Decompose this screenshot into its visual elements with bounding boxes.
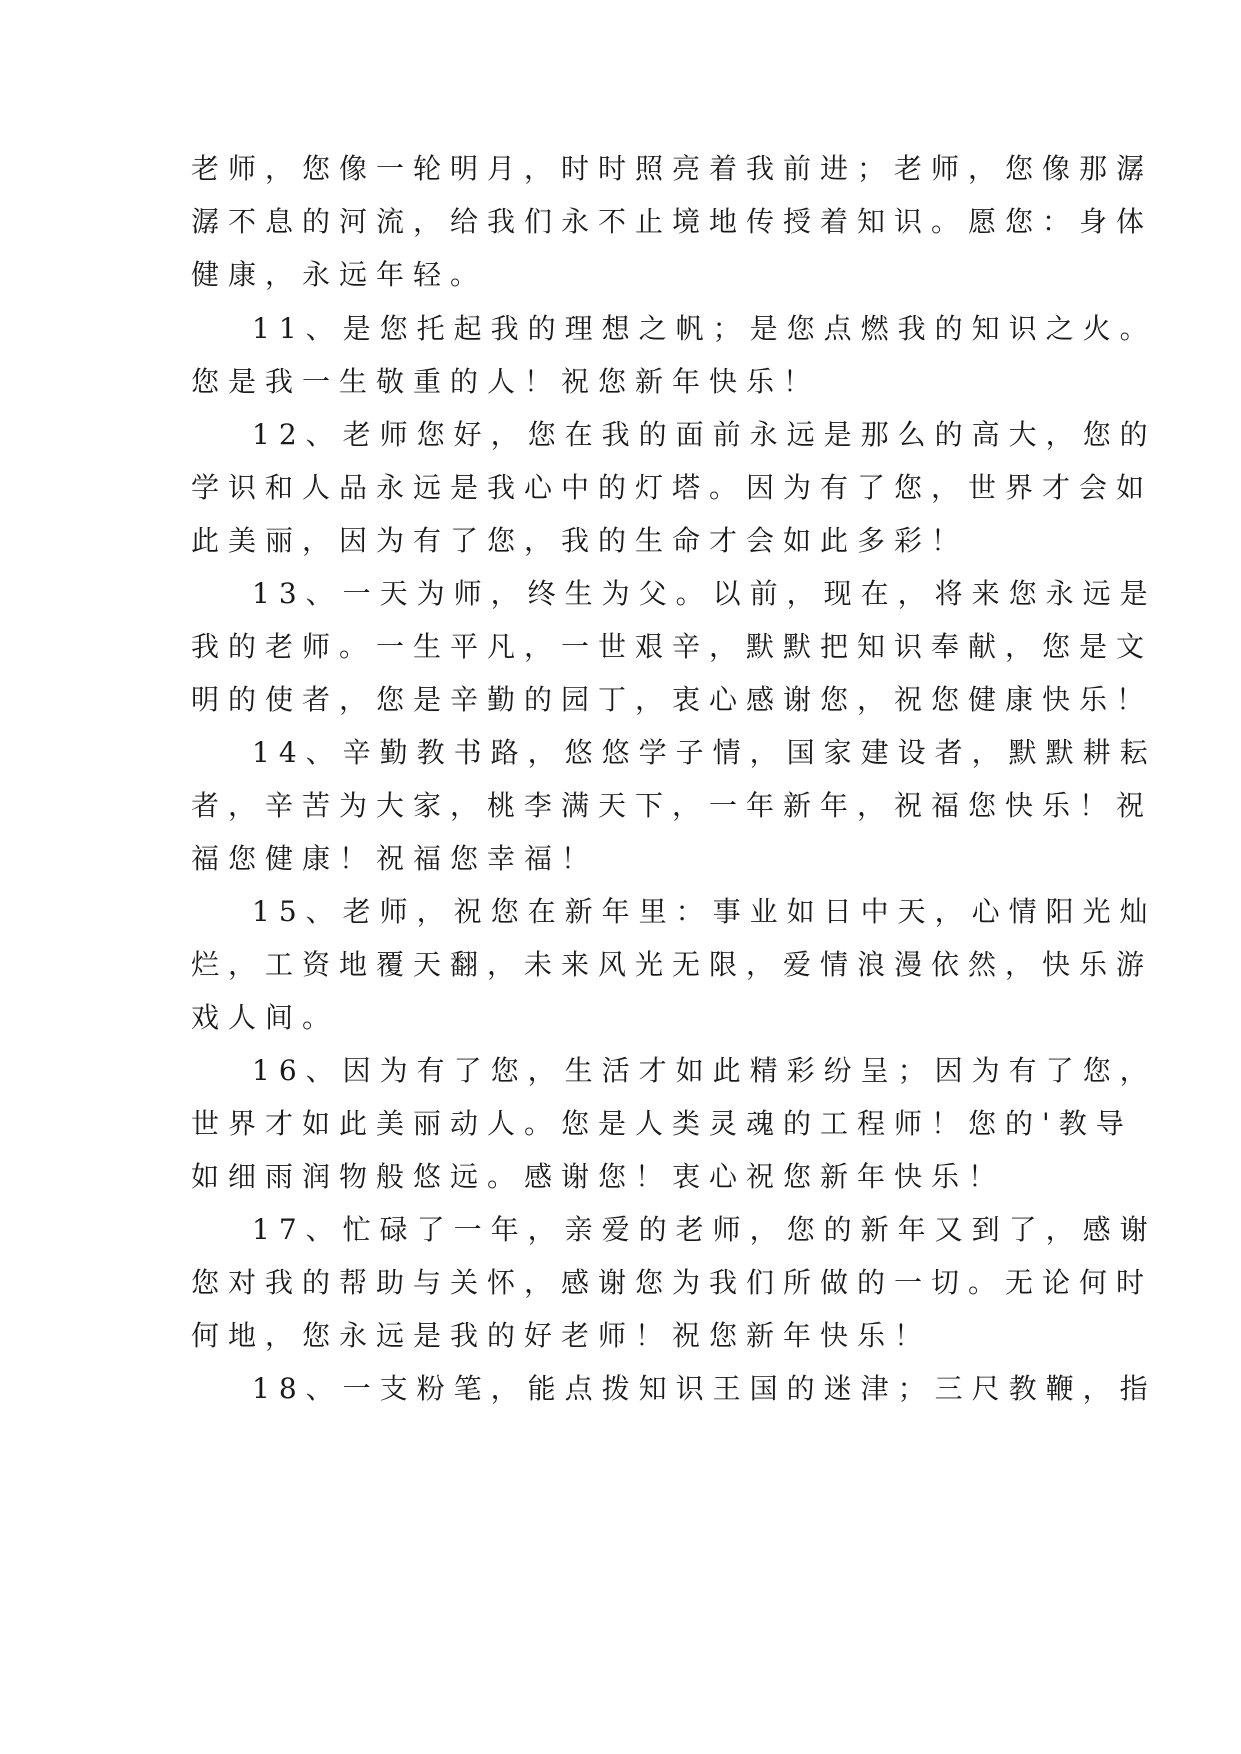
text-line: 明的使者，您是辛勤的园丁，衷心感谢您，祝您健康快乐！ bbox=[191, 683, 1154, 716]
text-line: 潺不息的河流，给我们永不止境地传授着知识。愿您：身体 bbox=[191, 205, 1154, 238]
paragraph-18-start: 18、一支粉笔，能点拨知识王国的迷津；三尺教鞭，指 bbox=[252, 1372, 1157, 1405]
text-line: 何地，您永远是我的好老师！祝您新年快乐！ bbox=[191, 1319, 932, 1352]
text-line: 老师，您像一轮明月，时时照亮着我前进；老师，您像那潺 bbox=[191, 152, 1154, 185]
text-line: 烂，工资地覆天翻，未来风光无限，爱情浪漫依然，快乐游 bbox=[191, 948, 1154, 981]
text-line: 此美丽，因为有了您，我的生命才会如此多彩！ bbox=[191, 524, 969, 557]
text-line: 者，辛苦为大家，桃李满天下，一年新年，祝福您快乐！祝 bbox=[191, 789, 1154, 822]
paragraph-14-start: 14、辛勤教书路，悠悠学子情，国家建设者，默默耕耘 bbox=[252, 736, 1157, 769]
text-line: 如细雨润物般悠远。感谢您！衷心祝您新年快乐！ bbox=[191, 1160, 1006, 1193]
text-line: 您是我一生敬重的人！祝您新年快乐！ bbox=[191, 365, 821, 398]
text-line: 我的老师。一生平凡，一世艰辛，默默把知识奉献，您是文 bbox=[191, 630, 1154, 663]
text-line: 您对我的帮助与关怀，感谢您为我们所做的一切。无论何时 bbox=[191, 1266, 1154, 1299]
paragraph-16-start: 16、因为有了您，生活才如此精彩纷呈；因为有了您， bbox=[252, 1054, 1157, 1087]
paragraph-11-start: 11、是您托起我的理想之帆；是您点燃我的知识之火。 bbox=[252, 312, 1157, 345]
text-line: 戏人间。 bbox=[191, 1001, 340, 1034]
text-line: 世界才如此美丽动人。您是人类灵魂的工程师！您的'教导 bbox=[191, 1107, 1133, 1140]
paragraph-12-start: 12、老师您好，您在我的面前永远是那么的高大，您的 bbox=[252, 418, 1157, 451]
paragraph-13-start: 13、一天为师，终生为父。以前，现在，将来您永远是 bbox=[252, 577, 1157, 610]
paragraph-15-start: 15、老师，祝您在新年里：事业如日中天，心情阳光灿 bbox=[252, 895, 1157, 928]
text-line: 学识和人品永远是我心中的灯塔。因为有了您，世界才会如 bbox=[191, 471, 1154, 504]
text-line: 健康，永远年轻。 bbox=[191, 258, 488, 291]
paragraph-17-start: 17、忙碌了一年，亲爱的老师，您的新年又到了，感谢 bbox=[252, 1213, 1157, 1246]
text-line: 福您健康！祝福您幸福！ bbox=[191, 842, 599, 875]
